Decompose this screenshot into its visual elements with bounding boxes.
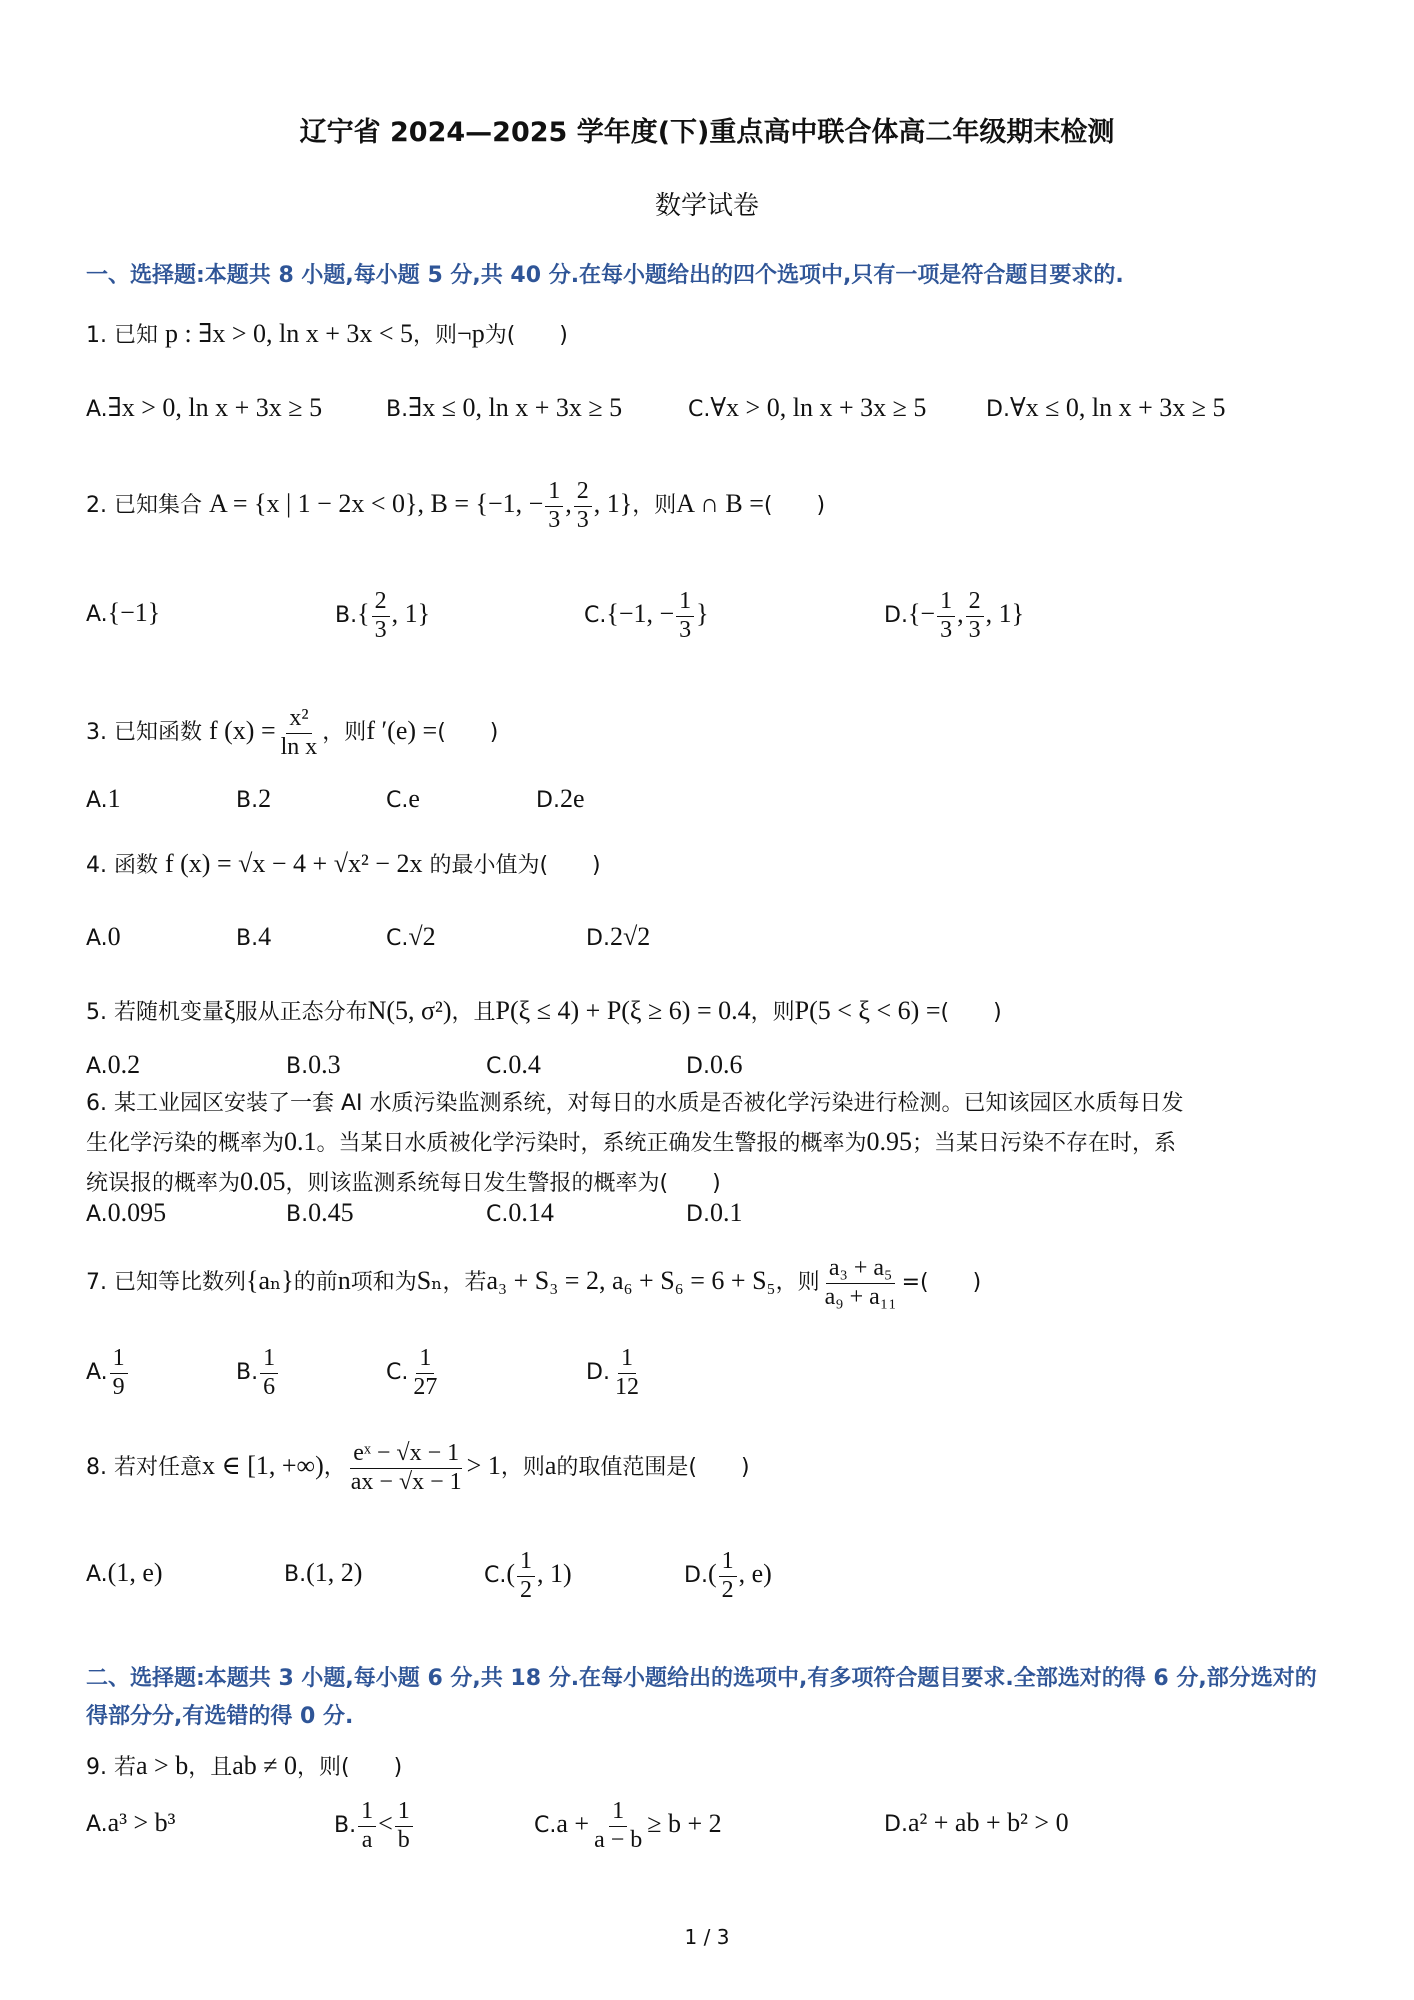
q1-option-b[interactable]: [386, 393, 622, 423]
q6-line-2a: 生化学污染的概率为: [86, 1131, 285, 1156]
q9-option-b-frac-1: [358, 1798, 376, 1854]
q1-text-a: 1. 已知: [86, 323, 158, 348]
q7-text-c: 项和为: [350, 1270, 417, 1296]
q2-option-c-den: 3: [679, 616, 692, 643]
q8-option-c-label: C.: [484, 1563, 507, 1589]
q9-option-b[interactable]: [334, 1798, 415, 1854]
q7-option-c-num: 1: [416, 1345, 434, 1374]
q1-option-d-math: ∀x ≤ 0, ln x + 3x ≥ 5: [1009, 393, 1226, 422]
q7-text-e: ，则: [775, 1270, 820, 1296]
q2-frac-1: [545, 478, 563, 534]
q1-option-c[interactable]: [688, 393, 926, 423]
q1-option-a-math: ∃x > 0, ln x + 3x ≥ 5: [107, 393, 323, 422]
q6-option-c-math: 0.14: [508, 1198, 554, 1227]
q7-option-b[interactable]: [236, 1345, 280, 1401]
q2-option-b-num: 2: [372, 588, 390, 617]
q7-frac: [822, 1255, 900, 1311]
q2-math-c: A ∩ B =: [676, 489, 764, 519]
q9-option-a-label: A.: [86, 1812, 108, 1837]
q4-option-b-math: 4: [258, 922, 272, 951]
q2-option-c-head: {−1, −: [606, 599, 675, 629]
q8-option-b-math: (1, 2): [306, 1558, 363, 1587]
q7-option-b-label: B.: [236, 1360, 259, 1386]
q2-option-c-tail: }: [696, 599, 709, 629]
question-6-stem: [86, 1085, 1336, 1203]
q8-option-c[interactable]: [484, 1548, 572, 1604]
q4-option-d-label: D.: [586, 926, 610, 951]
q9-option-b-lt: <: [378, 1809, 393, 1839]
q8-option-b[interactable]: [284, 1558, 362, 1588]
q4-option-a[interactable]: [86, 922, 121, 952]
q8-option-c-paren: (: [506, 1559, 516, 1589]
q5-math-b: N(5, σ²): [367, 996, 452, 1025]
q8-option-d[interactable]: [684, 1548, 772, 1604]
q2-option-d-den-2: 3: [968, 616, 981, 643]
q8-option-d-den: 2: [721, 1576, 734, 1603]
q1-option-a[interactable]: [86, 393, 322, 423]
q2-option-c-frac: [676, 588, 694, 644]
q4-option-b-label: B.: [236, 926, 259, 951]
q6-option-d[interactable]: [686, 1198, 742, 1228]
q2-option-d-label: D.: [884, 603, 908, 629]
q2-option-d[interactable]: [884, 588, 1024, 644]
page-number: 1 / 3: [684, 1925, 730, 1949]
q3-frac-den: ln x: [280, 733, 318, 760]
q7-option-c-frac: [410, 1345, 440, 1401]
q2-option-d-num-2: 2: [966, 588, 984, 617]
q7-option-a-den: 9: [112, 1373, 125, 1400]
q9-option-c-num: 1: [609, 1798, 627, 1827]
q6-option-b-label: B.: [286, 1202, 309, 1227]
q6-line-2c: ；当某日污染不存在时，系: [912, 1131, 1177, 1156]
q7-math-b: n: [337, 1266, 351, 1296]
q9-option-b-num-1: 1: [358, 1798, 376, 1827]
q5-option-d-label: D.: [686, 1054, 710, 1079]
q3-option-c[interactable]: [386, 784, 420, 814]
q5-text-b: 服从正态分布: [235, 1000, 368, 1025]
q1-text-c: 为( ): [484, 323, 568, 348]
q2-frac-2-num: 2: [574, 478, 592, 507]
q6-option-c-label: C.: [486, 1202, 509, 1227]
q3-option-b-math: 2: [258, 784, 272, 813]
q2-math-b: , 1}: [593, 489, 633, 519]
q5-text-e: ( ): [940, 1000, 1002, 1025]
q1-option-b-math: ∃x ≤ 0, ln x + 3x ≥ 5: [408, 393, 623, 422]
q3-text-a: 3. 已知函数: [86, 720, 202, 746]
q3-text-c: ( ): [437, 720, 499, 746]
q2-option-d-tail: , 1}: [985, 599, 1025, 629]
q9-math-b: ab ≠ 0: [232, 1751, 298, 1780]
q7-option-d-den: 12: [614, 1373, 639, 1400]
q9-text-c: ，则( ): [297, 1755, 403, 1780]
q6-option-b-math: 0.45: [308, 1198, 354, 1227]
q2-option-d-frac-1: [937, 588, 955, 644]
q3-option-c-label: C.: [386, 788, 409, 813]
q9-option-c-head: a +: [556, 1809, 590, 1839]
q2-option-b-tail: , 1}: [391, 599, 431, 629]
question-1-stem: [86, 318, 568, 349]
q2-frac-1-num: 1: [545, 478, 563, 507]
q6-line-3: [86, 1163, 1336, 1203]
q8-option-d-paren: (: [707, 1559, 717, 1589]
q3-text-b: ，则: [322, 720, 367, 746]
q7-option-b-num: 1: [260, 1345, 278, 1374]
q3-option-d-label: D.: [536, 788, 560, 813]
q5-option-d[interactable]: [686, 1050, 742, 1080]
q6-option-a[interactable]: [86, 1198, 166, 1228]
q9-option-c-tail: ≥ b + 2: [647, 1809, 722, 1839]
question-7-stem: [86, 1255, 981, 1311]
q3-option-b[interactable]: [236, 784, 271, 814]
q1-option-d-label: D.: [986, 397, 1010, 422]
q2-text-a: 2. 已知集合: [86, 493, 202, 519]
q3-frac-num: x²: [286, 705, 311, 734]
q7-option-b-den: 6: [263, 1373, 276, 1400]
q5-option-b-label: B.: [286, 1054, 309, 1079]
q7-option-d-label: D.: [586, 1360, 610, 1386]
q8-text-b: ，: [323, 1455, 346, 1481]
q9-option-c-label: C.: [534, 1813, 557, 1839]
q1-option-c-math: ∀x > 0, ln x + 3x ≥ 5: [710, 393, 927, 422]
q7-option-c[interactable]: [386, 1345, 442, 1401]
q6-line-2b: 。当某日水质被化学污染时，系统正确发生警报的概率为: [316, 1131, 867, 1156]
q6-option-d-label: D.: [686, 1202, 710, 1227]
question-3-stem: [86, 705, 498, 761]
q6-line-2: [86, 1123, 1336, 1163]
q2-option-a-math: {−1}: [107, 598, 161, 627]
q1-option-b-label: B.: [386, 397, 409, 422]
q6-value-1: 0.1: [284, 1127, 317, 1156]
q9-text-a: 9. 若: [86, 1755, 136, 1780]
q5-option-a-label: A.: [86, 1054, 108, 1079]
q9-option-a[interactable]: [86, 1808, 175, 1838]
q9-text-b: ，且: [188, 1755, 233, 1780]
q2-frac-2-den: 3: [576, 506, 589, 533]
q4-option-c-math: √2: [408, 922, 436, 951]
q3-option-a-label: A.: [86, 788, 108, 813]
page-title: 辽宁省 2024—2025 学年度(下)重点高中联合体高二年级期末检测: [299, 117, 1115, 148]
q6-option-b[interactable]: [286, 1198, 354, 1228]
section-1-header: 一、选择题:本题共 8 小题,每小题 5 分,共 40 分.在每小题给出的四个选项中,只有一项是符合题目要求的.: [86, 263, 1124, 288]
page-subtitle: 数学试卷: [654, 191, 759, 221]
q2-option-b-brace: {: [357, 599, 370, 629]
q5-option-c-math: 0.4: [508, 1050, 541, 1079]
q7-option-a-label: A.: [86, 1360, 108, 1386]
q3-option-b-label: B.: [236, 788, 259, 813]
q2-option-c-label: C.: [584, 603, 607, 629]
q4-option-c[interactable]: [386, 922, 436, 952]
q8-frac-den: ax − √x − 1: [350, 1468, 462, 1495]
q5-option-a-math: 0.2: [107, 1050, 141, 1079]
q2-text-b: ，则: [632, 493, 677, 519]
q8-frac: [348, 1440, 465, 1496]
q6-option-d-math: 0.1: [709, 1198, 743, 1227]
q2-option-d-num-1: 1: [937, 588, 955, 617]
q3-frac: [278, 705, 321, 761]
q1-option-a-label: A.: [86, 397, 108, 422]
q2-option-a[interactable]: [86, 598, 160, 628]
q9-option-a-math: a³ > b³: [107, 1808, 176, 1837]
q2-sep: ,: [565, 489, 572, 519]
q2-option-d-sep: ,: [957, 599, 964, 629]
q4-option-a-label: A.: [86, 926, 108, 951]
q8-math-b: > 1: [466, 1451, 501, 1481]
q3-option-c-math: e: [408, 784, 420, 813]
q1-option-c-label: C.: [688, 397, 711, 422]
q5-math-d: P(5 < ξ < 6) =: [794, 996, 941, 1025]
q2-frac-2: [574, 478, 592, 534]
q6-line-1: 6. 某工业园区安装了一套 AI 水质污染监测系统，对每日的水质是否被化学污染进行检测。已知该园区水质每日发: [86, 1091, 1184, 1116]
q9-option-b-den-2: b: [397, 1826, 410, 1853]
q7-option-c-den: 27: [413, 1373, 438, 1400]
q8-option-d-num: 1: [719, 1548, 737, 1577]
question-2-stem: [86, 478, 825, 534]
q2-option-d-head: {−: [907, 599, 936, 629]
q7-text-d: ，若: [442, 1270, 487, 1296]
q8-option-d-tail: , e): [738, 1559, 772, 1589]
q2-option-c-num: 1: [676, 588, 694, 617]
q3-option-d[interactable]: [536, 784, 584, 814]
q7-math-c: Sₙ: [416, 1266, 443, 1296]
q8-option-c-frac: [517, 1548, 535, 1604]
q8-option-d-label: D.: [684, 1563, 708, 1589]
q5-option-b-math: 0.3: [308, 1050, 341, 1079]
question-5-stem: [86, 995, 1002, 1026]
q8-text-d: 的取值范围是( ): [556, 1455, 750, 1481]
q5-text-d: ，则: [750, 1000, 795, 1025]
q5-math-c: P(ξ ≤ 4) + P(ξ ≥ 6) = 0.4: [495, 996, 751, 1025]
section-2-header: 二、选择题:本题共 3 小题,每小题 6 分,共 18 分.在每小题给出的选项中,有多项符合题目要求.全部选对的得 6 分,部分选对的得部分分,有选错的得 0 分.: [86, 1666, 1317, 1729]
q6-option-c[interactable]: [486, 1198, 554, 1228]
q2-option-d-den-1: 3: [940, 616, 953, 643]
q4-option-b[interactable]: [236, 922, 271, 952]
q9-option-c[interactable]: [534, 1798, 722, 1854]
q3-option-d-math: 2e: [559, 784, 585, 813]
q8-text-c: ，则: [500, 1455, 545, 1481]
q5-text-c: ，且: [451, 1000, 496, 1025]
q7-text-b: 的前: [293, 1270, 338, 1296]
q3-math-b: f ′(e) =: [366, 716, 438, 746]
q2-option-d-frac-2: [966, 588, 984, 644]
q7-option-a-num: 1: [110, 1345, 128, 1374]
question-8-stem: [86, 1440, 750, 1496]
q2-option-c[interactable]: [584, 588, 709, 644]
q5-option-c-label: C.: [486, 1054, 509, 1079]
q9-math-a: a > b: [135, 1751, 189, 1780]
q5-option-d-math: 0.6: [709, 1050, 743, 1079]
q7-option-a[interactable]: [86, 1345, 130, 1401]
question-9-stem: [86, 1750, 402, 1781]
q7-option-b-frac: [260, 1345, 278, 1401]
q1-text-b: ，则: [413, 323, 458, 348]
q7-text-f: =( ): [901, 1270, 982, 1296]
q5-math-a: ξ: [223, 996, 236, 1025]
q7-option-d-frac: [612, 1345, 642, 1401]
q6-option-a-label: A.: [86, 1202, 108, 1227]
q1-math-b: ¬p: [457, 319, 485, 348]
q5-option-b[interactable]: [286, 1050, 341, 1080]
q8-option-a[interactable]: [86, 1558, 163, 1588]
q4-text-a: 4. 函数: [86, 853, 158, 878]
q8-frac-num: eˣ − √x − 1: [350, 1440, 462, 1469]
q5-option-c[interactable]: [486, 1050, 541, 1080]
q7-option-d-num: 1: [618, 1345, 636, 1374]
q2-option-b-label: B.: [335, 603, 358, 629]
q6-value-3: 0.05: [240, 1167, 286, 1196]
q7-option-c-label: C.: [386, 1360, 409, 1386]
q6-value-2: 0.95: [866, 1127, 913, 1156]
q8-option-d-frac: [719, 1548, 737, 1604]
q3-math-a: f (x) =: [208, 716, 276, 746]
q2-option-b-frac: [372, 588, 390, 644]
q7-option-d[interactable]: [586, 1345, 644, 1401]
q8-option-a-math: (1, e): [107, 1558, 163, 1587]
q2-frac-1-den: 3: [548, 506, 561, 533]
q8-option-c-num: 1: [517, 1548, 535, 1577]
question-4-stem: [86, 848, 601, 879]
q3-option-a[interactable]: [86, 784, 121, 814]
q2-text-c: ( ): [763, 493, 826, 519]
q8-math-c: a: [544, 1451, 557, 1481]
q6-line-3a: 统误报的概率为: [86, 1171, 241, 1196]
q8-option-b-label: B.: [284, 1562, 307, 1587]
q5-option-a[interactable]: [86, 1050, 140, 1080]
q4-option-a-math: 0: [107, 922, 121, 951]
q5-text-a: 5. 若随机变量: [86, 1000, 224, 1025]
q9-option-b-num-2: 1: [395, 1798, 413, 1827]
q3-option-a-math: 1: [107, 784, 121, 813]
q1-option-d[interactable]: [986, 393, 1226, 423]
q9-option-d[interactable]: [884, 1808, 1069, 1838]
q7-option-a-frac: [110, 1345, 128, 1401]
q8-option-c-den: 2: [520, 1576, 533, 1603]
q9-option-d-math: a² + ab + b² > 0: [907, 1808, 1069, 1837]
q6-option-a-math: 0.095: [107, 1198, 167, 1227]
q9-option-b-frac-2: [395, 1798, 413, 1854]
q4-option-c-label: C.: [386, 926, 409, 951]
q7-math-a: {aₙ}: [245, 1266, 294, 1296]
q1-math-a: p : ∃x > 0, ln x + 3x < 5: [164, 319, 414, 348]
q7-math-d: a₃ + S₃ = 2, a₆ + S₆ = 6 + S₅: [486, 1266, 776, 1296]
q8-math-a: x ∈ [1, +∞): [201, 1451, 324, 1481]
q2-math-a: A = {x | 1 − 2x < 0}, B = {−1, −: [208, 489, 544, 519]
q7-frac-den: a₉ + a₁₁: [824, 1283, 897, 1310]
q2-option-b[interactable]: [335, 588, 430, 644]
q7-frac-num: a₃ + a₅: [826, 1255, 896, 1284]
q9-option-b-label: B.: [334, 1813, 357, 1839]
q4-math-a: f (x) = √x − 4 + √x² − 2x: [164, 849, 423, 878]
q9-option-b-den-1: a: [361, 1826, 373, 1853]
q6-line-3b: ，则该监测系统每日发生警报的概率为( ): [285, 1171, 721, 1196]
q4-option-d-math: 2√2: [609, 922, 651, 951]
q9-option-c-frac: [591, 1798, 645, 1854]
q9-option-d-label: D.: [884, 1812, 908, 1837]
q4-option-d[interactable]: [586, 922, 650, 952]
q2-option-b-den: 3: [374, 616, 387, 643]
q4-text-b: 的最小值为( ): [429, 853, 601, 878]
q7-text-a: 7. 已知等比数列: [86, 1270, 246, 1296]
q8-option-c-tail: , 1): [537, 1559, 572, 1589]
q8-option-a-label: A.: [86, 1562, 108, 1587]
q8-text-a: 8. 若对任意: [86, 1455, 202, 1481]
q9-option-c-den: a − b: [594, 1826, 643, 1853]
q2-option-a-label: A.: [86, 602, 108, 627]
